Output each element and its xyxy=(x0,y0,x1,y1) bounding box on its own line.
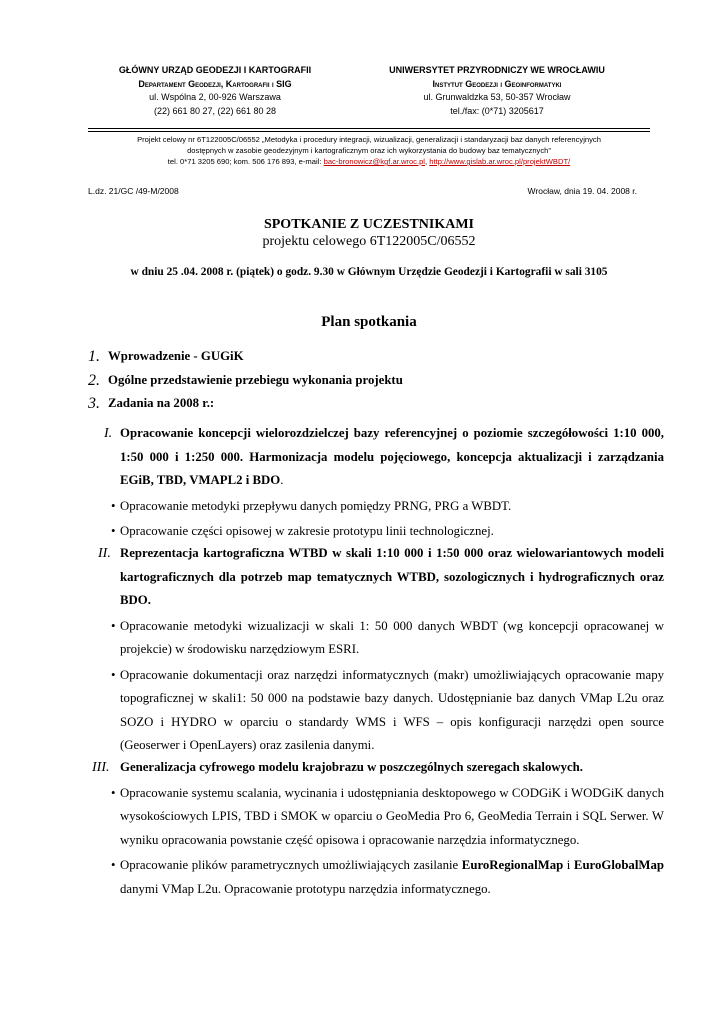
project-contact-line xyxy=(88,156,650,167)
bullet-text: Opracowanie metodyki przepływu danych pomiędzy PRNG, PRG a WBDT. xyxy=(120,498,512,513)
reference-number: L.dz. 21/GC /49-M/2008 xyxy=(88,186,179,196)
link-separator: , xyxy=(425,157,428,166)
header-left-address: ul. Wspólna 2, 00-926 Warszawa xyxy=(149,92,281,102)
meeting-details: w dniu 25 .04. 2008 r. (piątek) o godz. 9.30 w Głównym Urzędzie Geodezji i Kartografii w sali 3105 xyxy=(130,266,608,278)
section-1 xyxy=(88,422,664,544)
section-roman: II. xyxy=(98,546,111,561)
project-line-2: dostępnych w zasobie geodezyjnym i kartograficznym oraz ich wykorzystania do budowy baz tematycznych” xyxy=(187,146,551,155)
header-right-dept: Instytut Geodezji i Geoinformatyki xyxy=(432,78,562,89)
section-heading-text: Reprezentacja kartograficzna WTBD w skali 1:10 000 i 1:50 000 oraz wielowariantowych modeli kartograficznych dla potrzeb map tematycznych WTBD, sozologicznych i hydrograficznych oraz BDO. xyxy=(120,546,664,607)
header-rule xyxy=(88,128,650,129)
agenda-text: Zadania na 2008 r.: xyxy=(108,396,215,410)
header-left-phone: (22) 661 80 27, (22) 661 80 28 xyxy=(153,105,277,116)
bullet-text: Opracowanie metodyki wizualizacji w skali 1: 50 000 danych WBDT (wg koncepcji opracowanej w projekcie) w środowisku narzędziowym ESRI. xyxy=(120,618,664,656)
bullet-dot: • xyxy=(111,524,116,538)
section-heading xyxy=(88,542,664,613)
bullet-item xyxy=(88,495,664,519)
bullet-text-c: i xyxy=(563,858,574,872)
document-title: SPOTKANIE Z UCZESTNIKAMI xyxy=(263,217,475,232)
project-contact: tel. 0*71 3205 690; kom. 506 176 893, e-mail: xyxy=(167,157,322,166)
section-roman: III. xyxy=(92,760,110,775)
bullet-text: Opracowanie części opisowej w zakresie prototypu linii technologicznej. xyxy=(120,524,494,538)
project-url-link[interactable]: http://www.gislab.ar.wroc.pl/projektWBDT/ xyxy=(429,157,571,166)
section-heading-text: Generalizacja cyfrowego modelu krajobrazu w poszczególnych szeregach skalowych. xyxy=(120,760,583,774)
bullet-item xyxy=(88,854,664,901)
bullet-dot: • xyxy=(111,618,116,633)
header-rule-thin xyxy=(88,131,650,132)
bullet-text-a: Opracowanie plików parametrycznych umożliwiających zasilanie xyxy=(120,858,462,872)
agenda-text: Ogólne przedstawienie przebiegu wykonania projektu xyxy=(108,372,403,387)
agenda-item xyxy=(88,369,668,393)
agenda-text: Wprowadzenie - GUGiK xyxy=(108,349,244,363)
agenda-number: 3. xyxy=(88,395,100,412)
header-right-address: ul. Grunwaldzka 53, 50-357 Wrocław xyxy=(423,92,571,102)
bullet-dot: • xyxy=(111,498,116,513)
header-right-phone: tel./fax: (0*71) 3205617 xyxy=(450,105,544,116)
plan-title: Plan spotkania xyxy=(321,314,417,330)
bullet-item xyxy=(88,615,664,662)
bullet-item xyxy=(88,782,664,853)
agenda-item xyxy=(88,345,668,369)
bullet-text-d: danymi VMap L2u. Opracowanie prototypu narzędzia informatycznego. xyxy=(120,881,491,896)
bullet-dot: • xyxy=(111,667,116,682)
agenda-item xyxy=(88,392,668,416)
section-heading xyxy=(88,422,664,493)
header-left-org: GŁÓWNY URZĄD GEODEZJI I KARTOGRAFII xyxy=(118,65,312,75)
bullet-text: Opracowanie dokumentacji oraz narzędzi informatycznych (makr) umożliwiających opracowanie mapy topograficznej w skali1: 50 000 na podstawie bazy danych. Udostępnianie baz danych VMap L2u oraz SOZO i HYDRO w oparciu o standardy WMS i WFS – opis konfiguracji narzędzi open source (Geoserwer i OpenLayers) oraz zasilenia danymi. xyxy=(120,667,664,752)
section-heading xyxy=(88,756,664,780)
bullet-dot: • xyxy=(111,858,116,872)
bullet-bold-erm: EuroRegionalMap xyxy=(461,858,564,872)
section-roman: I. xyxy=(104,426,113,441)
bullet-dot: • xyxy=(111,785,116,800)
header-right xyxy=(372,64,622,118)
project-line-1: Projekt celowy nr 6T122005C/06552 „Metodyka i procedury integracji, wizualizacji, generalizacji i standaryzacji baz danych referencyjnych xyxy=(137,135,601,144)
bullet-item xyxy=(88,520,664,544)
section-heading-text: Opracowanie koncepcji wielorozdzielczej bazy referencyjnej o poziomie szczegółowości 1:10 000, 1:50 000 i 1:250 000. Harmonizacja modelu pojęciowego, koncepcja aktualizacji i zarządzania EGiB, TBD, VMAPL2 i BDO xyxy=(120,426,664,487)
header-left-dept: Departament Geodezji, Kartografii i SIG xyxy=(138,78,292,89)
agenda-list xyxy=(88,345,668,416)
agenda-number: 1. xyxy=(88,348,100,365)
document-date: Wrocław, dnia 19. 04. 2008 r. xyxy=(527,186,637,196)
agenda-number: 2. xyxy=(88,371,100,389)
header-right-org: UNIWERSYTET PRZYRODNICZY WE WROCŁAWIU xyxy=(389,65,605,75)
header-left xyxy=(90,64,340,118)
section-2 xyxy=(88,542,664,758)
document-subtitle: projektu celowego 6T122005C/06552 xyxy=(262,234,476,249)
project-info xyxy=(88,134,650,167)
section-3 xyxy=(88,756,664,901)
email-link[interactable]: bac-bronowicz@kgf.ar.wroc.pl xyxy=(323,157,425,166)
bullet-item xyxy=(88,664,664,758)
bullet-bold-egm: EuroGlobalMap xyxy=(573,858,664,872)
bullet-text: Opracowanie systemu scalania, wycinania i udostępniania desktopowego w CODGiK i WODGiK danych wysokościowych LPIS, TBD i SMOK w oparciu o GeoMedia Pro 6, GeoMedia Terrain i SQL Serwer. W wyniku opracowania powstanie część opisowa i opracowanie narzędzia informatycznego. xyxy=(120,785,664,847)
section-heading-end: . xyxy=(280,473,284,487)
